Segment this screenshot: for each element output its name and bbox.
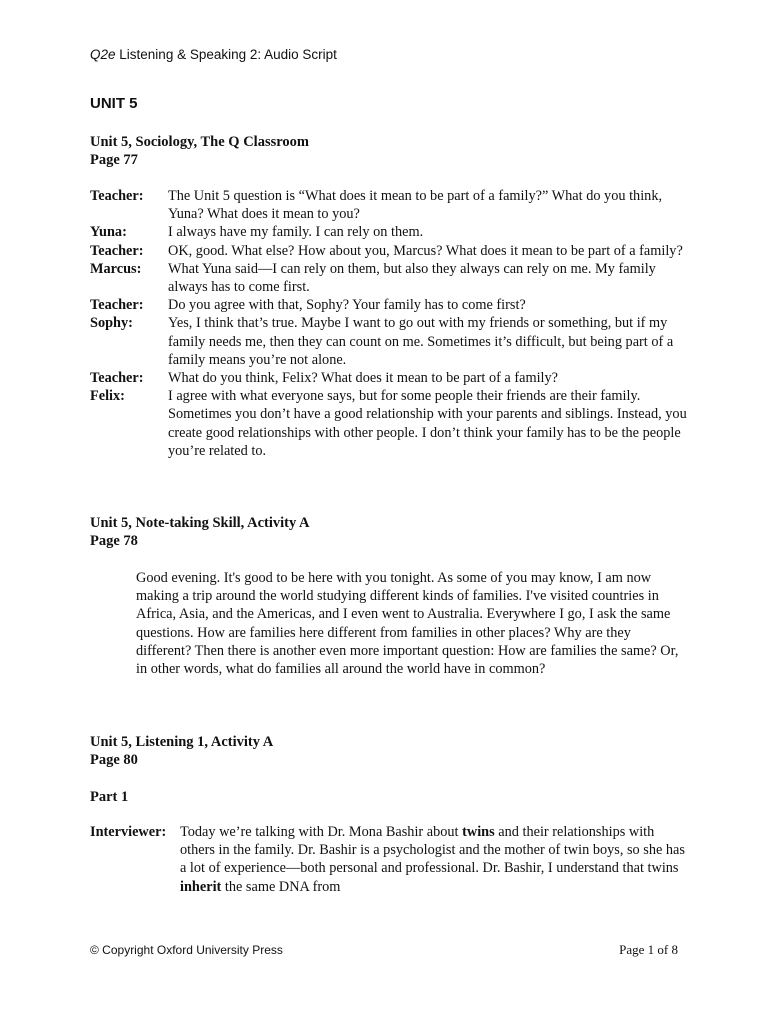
speaker-label: Yuna:	[90, 224, 127, 241]
dialogue-turn	[90, 260, 690, 296]
classroom-dialogue	[90, 187, 690, 460]
copyright-notice: © Copyright Oxford University Press	[90, 943, 283, 957]
speech-text: Yes, I think that’s true. Maybe I want to go out with my friends or something, but if my family needs me, then they can count on me. Sometimes it’s difficult, but being part of a family means you’re not alone.	[168, 315, 674, 368]
dialogue-turn	[90, 187, 690, 223]
speech-text: What do you think, Felix? What does it mean to be part of a family?	[168, 370, 559, 387]
dialogue-turn	[90, 314, 690, 369]
dialogue-turn	[90, 223, 690, 241]
speech-text: Do you agree with that, Sophy? Your family has to come first?	[168, 297, 526, 314]
section-title: Unit 5, Listening 1, Activity A	[90, 734, 274, 750]
speech-segment: the same DNA from	[221, 878, 341, 895]
speaker-label: Teacher:	[90, 242, 144, 259]
page-number: Page 1 of 8	[619, 942, 678, 957]
speech-text: The Unit 5 question is “What does it mean to be part of a family?” What do you think, Yuna? What does it mean to you?	[168, 188, 663, 223]
speaker-label: Teacher:	[90, 188, 144, 204]
header-title-italic: Q2e	[90, 47, 116, 62]
interview-turn	[90, 823, 690, 896]
section-heading	[90, 133, 309, 169]
dialogue-turn	[90, 242, 690, 260]
speech-text	[180, 823, 690, 896]
speaker-label: Marcus:	[90, 260, 142, 277]
section-page: Page 80	[90, 752, 138, 768]
speech-text: I agree with what everyone says, but for some people their friends are their family. Sometimes you don’t have a good relationship with your parents and siblings. Instead, you create good relationships with other people. I don’t think your family has to be the people you’re related to.	[168, 388, 687, 459]
header-title-rest: Listening & Speaking 2: Audio Script	[115, 47, 337, 62]
speaker-label: Teacher:	[90, 370, 144, 387]
section-heading	[90, 514, 310, 550]
dialogue-turn	[90, 369, 690, 387]
speaker-label: Interviewer:	[90, 824, 167, 840]
section-heading	[90, 733, 273, 769]
vocabulary-term: inherit	[180, 878, 222, 895]
dialogue-turn	[90, 387, 690, 460]
speech-segment: Today we’re talking with Dr. Mona Bashir about	[180, 824, 463, 840]
section-title: Unit 5, Sociology, The Q Classroom	[90, 134, 310, 150]
part-heading: Part 1	[90, 789, 129, 805]
speaker-label: Teacher:	[90, 297, 144, 314]
document-header	[90, 47, 337, 62]
speaker-label: Sophy:	[90, 315, 133, 332]
speaker-label: Felix:	[90, 388, 125, 405]
speech-text: OK, good. What else? How about you, Marcus? What does it mean to be part of a family?	[168, 242, 683, 259]
section-page: Page 78	[90, 533, 138, 549]
unit-title: UNIT 5	[90, 95, 138, 112]
section-title: Unit 5, Note-taking Skill, Activity A	[90, 515, 310, 531]
lecture-paragraph: Good evening. It's good to be here with you tonight. As some of you may know, I am now making a trip around the world studying different kinds of families. I've visited countries in Africa, Asia, and the Americas, and I even went to Australia. Everywhere I go, I ask the same questions. How are families here different from families in other places? Why are they different? Then there is another even more important question: How are families the same? Or, in other words, what do families all around the world have in common?	[136, 570, 679, 678]
speech-text: What Yuna said—I can rely on them, but also they always can rely on me. My family always has to come first.	[168, 260, 656, 296]
dialogue-turn	[90, 296, 690, 314]
speech-segment: and their relationships with others in the family. Dr. Bashir is a psychologist and the mother of twin boys, so she has a lot of experience—both personal and professional. Dr. Bashir, I understand that twins	[180, 824, 685, 877]
vocabulary-term: twins	[462, 824, 495, 840]
speech-text: I always have my family. I can rely on them.	[168, 224, 424, 241]
section-page: Page 77	[90, 152, 138, 168]
